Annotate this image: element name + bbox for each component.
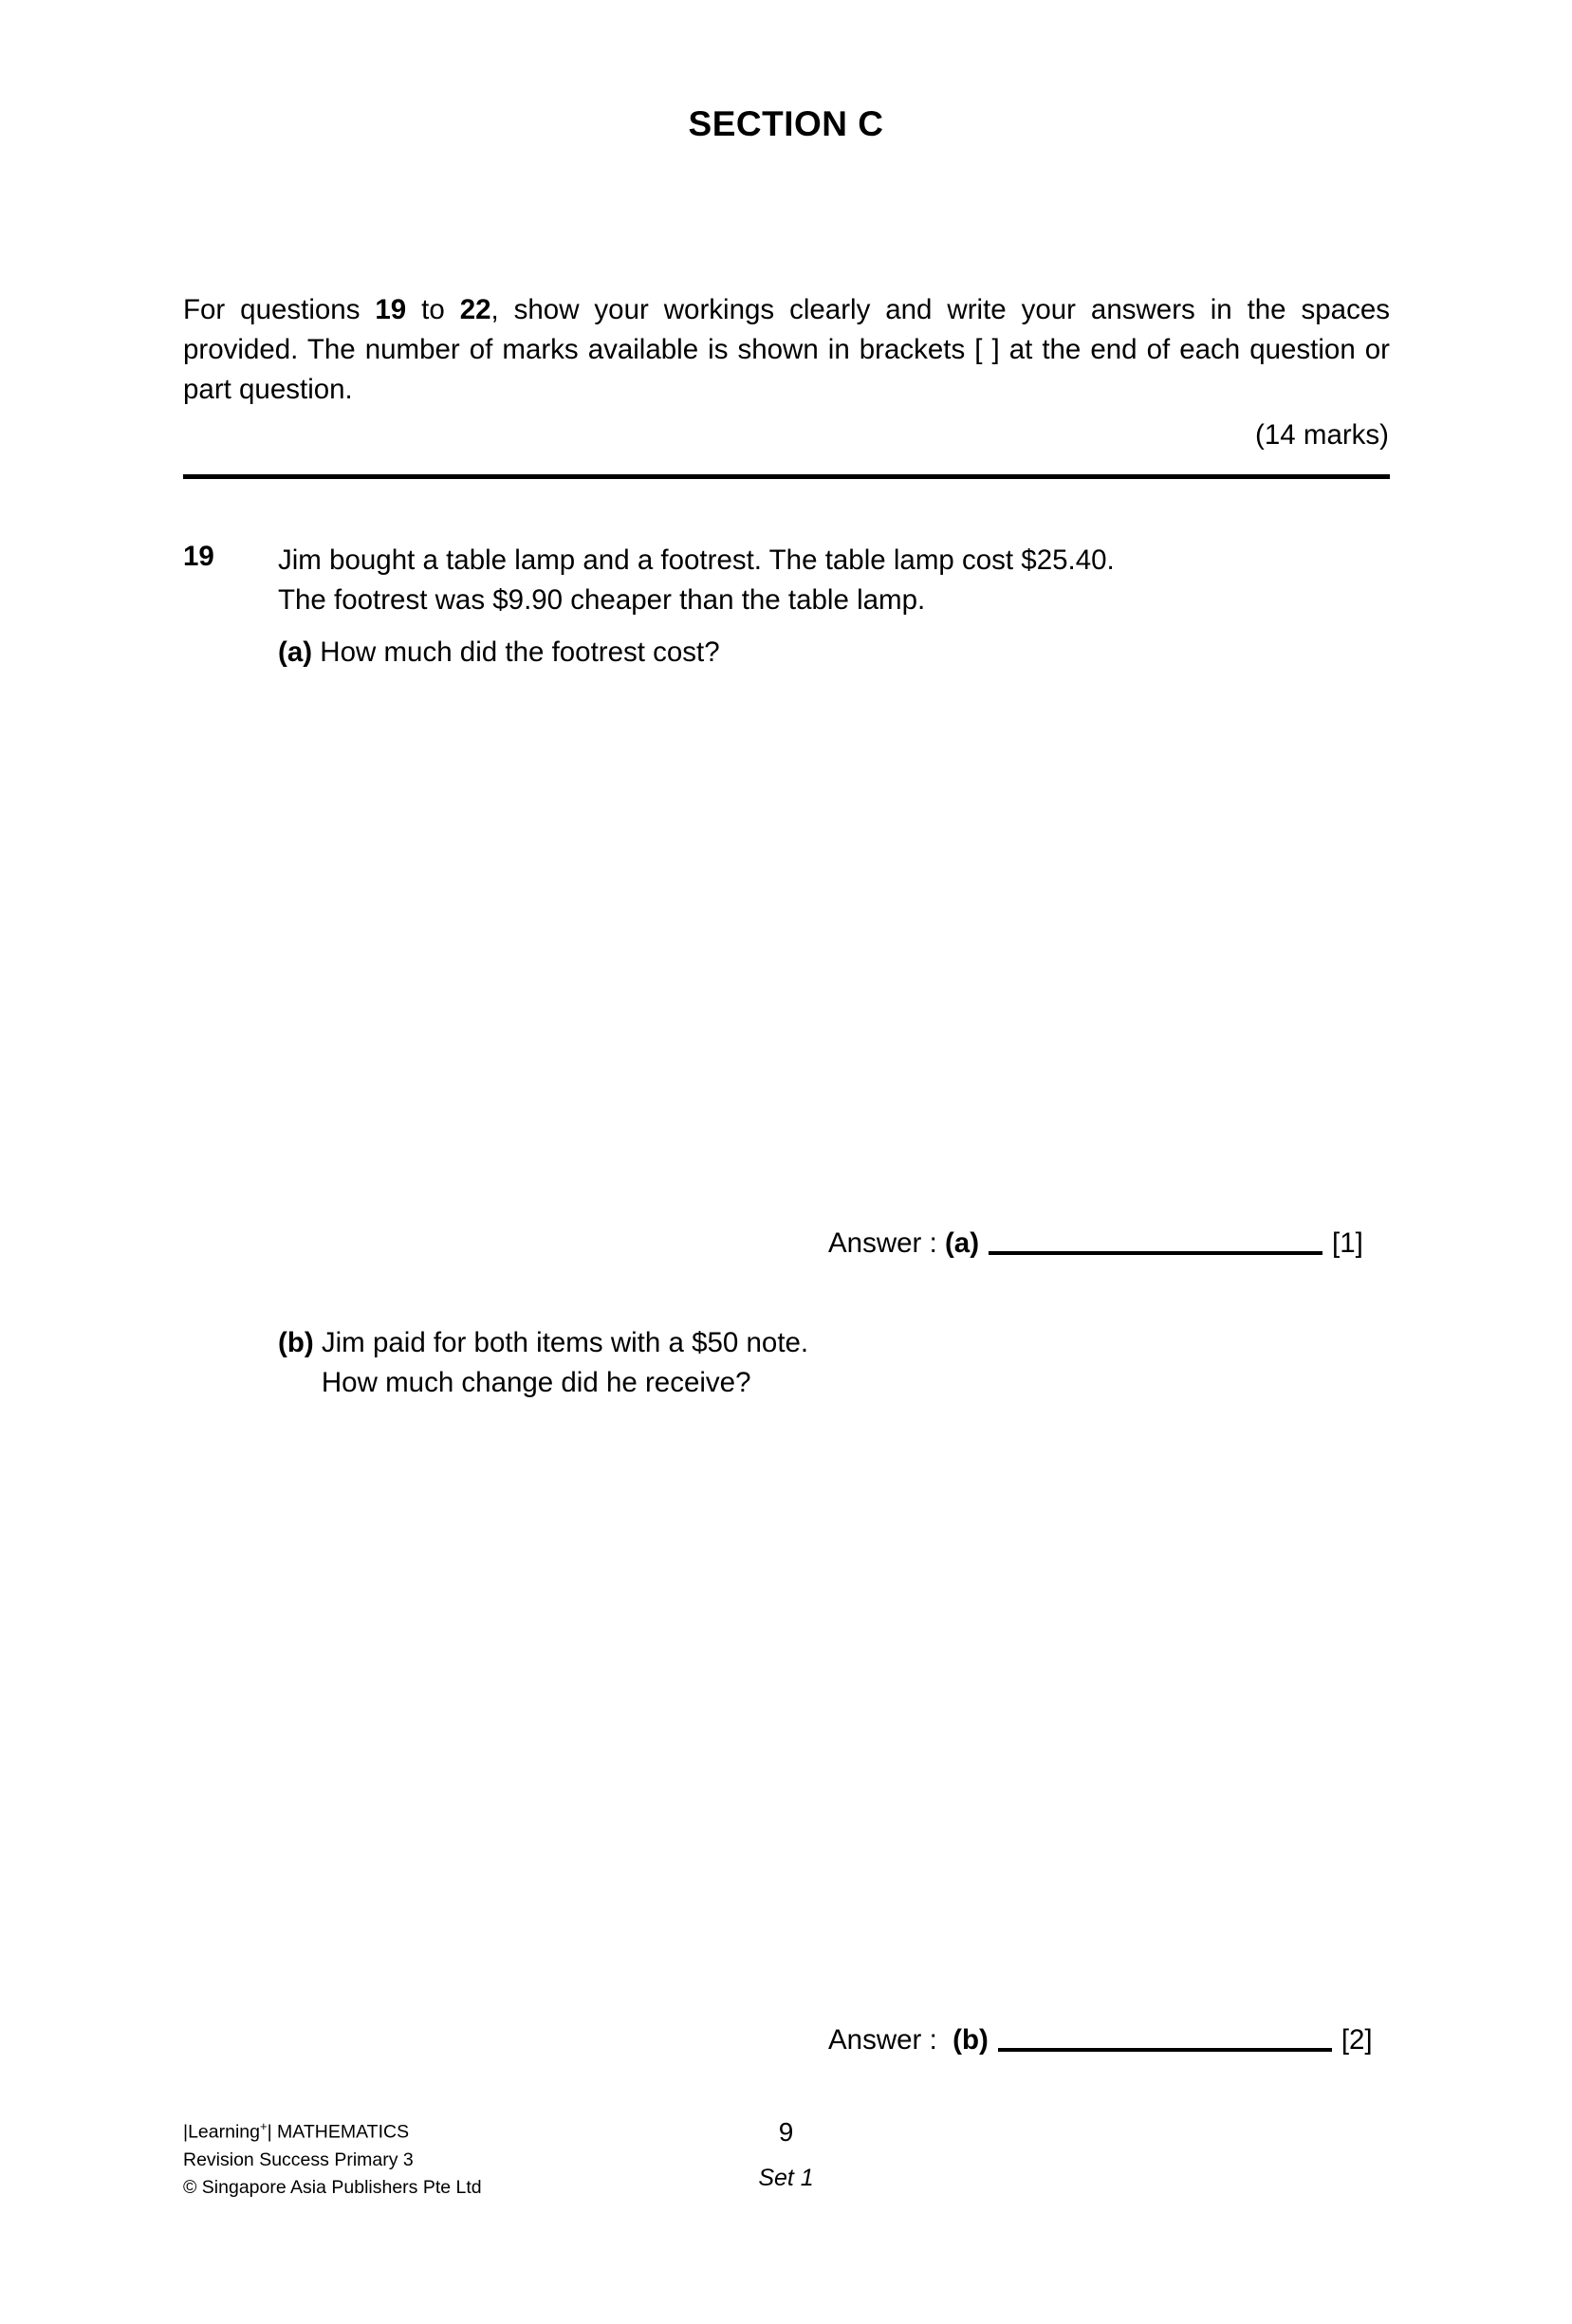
- question-range-start: 19: [375, 294, 407, 325]
- footer-line-3: © Singapore Asia Publishers Pte Ltd: [183, 2177, 482, 2198]
- question-stem-line-1: Jim bought a table lamp and a footrest. The table lamp cost $25.40.: [278, 544, 1115, 576]
- answer-line-b: [828, 2024, 1373, 2057]
- question-part-b: [278, 1323, 808, 1403]
- part-b-text-line-1: Jim paid for both items with a $50 note.: [321, 1327, 809, 1358]
- instructions-paragraph: [183, 290, 1390, 410]
- footer-brand-superscript: +: [259, 2119, 268, 2133]
- question-stem-line-2: The footrest was $9.90 cheaper than the table lamp.: [278, 583, 926, 616]
- footer-brand-pre: |Learning: [183, 2121, 260, 2143]
- instructions-mid: to: [406, 294, 460, 325]
- answer-line-a: [828, 1227, 1363, 1260]
- answer-a-marks: [1]: [1332, 1227, 1363, 1259]
- question-range-end: 22: [459, 294, 491, 325]
- part-a-label: (a): [278, 636, 313, 668]
- set-label: Set 1: [758, 2165, 814, 2191]
- question-part-a: [278, 633, 720, 673]
- instructions-post: , show your workings clearly and write your answers in the spaces provided. The number of marks available is shown in brackets [ ] at the end of each question or part question.: [183, 294, 1390, 405]
- question-stem: [278, 541, 1350, 620]
- question-number: 19: [183, 541, 214, 572]
- part-b-text-line-2: How much change did he receive?: [321, 1366, 751, 1398]
- footer-brand-post: | MATHEMATICS: [267, 2121, 410, 2143]
- answer-b-marks: [2]: [1341, 2024, 1373, 2056]
- exam-page: [0, 104, 1572, 2324]
- answer-b-lead: Answer :: [828, 2024, 953, 2056]
- answer-a-lead: Answer :: [828, 1227, 945, 1259]
- section-title: SECTION C: [688, 104, 884, 143]
- page-number: 9: [778, 2117, 794, 2147]
- instructions-pre: For questions: [183, 294, 376, 325]
- part-a-text: How much did the footrest cost?: [320, 636, 720, 668]
- total-marks: (14 marks): [1255, 419, 1389, 451]
- answer-a-blank[interactable]: [989, 1251, 1322, 1255]
- answer-b-label: (b): [952, 2024, 989, 2056]
- answer-b-blank[interactable]: [998, 2048, 1332, 2052]
- part-b-label: (b): [278, 1327, 314, 1358]
- horizontal-divider: [183, 474, 1390, 479]
- answer-a-label: (a): [944, 1227, 980, 1259]
- footer-line-2: Revision Success Primary 3: [183, 2149, 414, 2170]
